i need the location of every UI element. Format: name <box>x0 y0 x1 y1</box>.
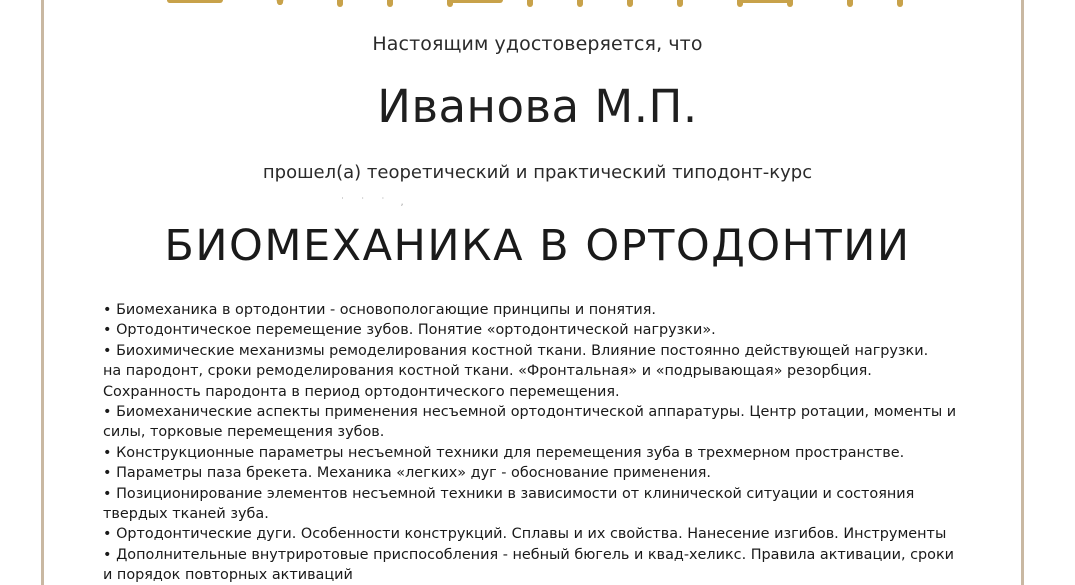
course-topic-line: • Конструкционные параметры несъемной техники для перемещения зуба в трехмерном пространстве. <box>103 444 905 461</box>
course-topic-line: • Позиционирование элементов несъемной техники в зависимости от клинической ситуации и состояния <box>103 485 915 502</box>
course-completion-statement: прошел(а) теоретический и практический типодонт-курс <box>262 162 813 183</box>
course-topic-line: твердых тканей зуба. <box>103 506 269 523</box>
course-topic-item <box>103 320 983 340</box>
course-topic-item <box>103 484 983 525</box>
certificate-heading-remnant <box>150 0 930 8</box>
course-title: БИОМЕХАНИКА В ОРТОДОНТИИ <box>164 221 911 271</box>
course-topic-line: • Ортодонтические дуги. Особенности конструкций. Сплавы и их свойства. Нанесение изгибов. Инструменты <box>103 526 947 543</box>
course-topic-item <box>103 300 983 320</box>
course-topic-item <box>103 402 983 443</box>
course-topic-line: • Параметры паза брекета. Механика «легких» дуг - обоснование применения. <box>103 465 711 482</box>
course-topic-line: • Биохимические механизмы ремоделирования костной ткани. Влияние постоянно действующей нагрузки. <box>103 342 929 359</box>
course-topic-line: • Дополнительные внутриротовые приспособления - небный бюгель и квад-хеликс. Правила активации, сроки <box>103 546 955 563</box>
course-topic-line: • Ортодонтическое перемещение зубов. Понятие «ортодонтической нагрузки». <box>103 322 716 339</box>
course-topic-item <box>103 463 983 483</box>
course-topic-line: и порядок повторных активаций <box>103 567 353 584</box>
certify-statement: Настоящим удостоверяется, что <box>372 33 703 55</box>
recipient-name: Иванова М.П. <box>377 80 698 133</box>
certificate-heading-glyphs <box>170 0 900 4</box>
course-topic-item <box>103 524 983 544</box>
course-topic-line: на пародонт, сроки ремоделирования костной ткани. «Фронтальная» и «подрывающая» резорбция. <box>103 363 872 380</box>
course-topic-line: силы, торковые перемещения зубов. <box>103 424 385 441</box>
course-topic-line: • Биомеханические аспекты применения несъемной ортодонтической аппаратуры. Центр ротации, моменты и <box>103 404 957 421</box>
course-topic-line: • Биомеханика в ортодонтии - основопологающие принципы и понятия. <box>103 302 656 318</box>
course-topic-line: Сохранность пародонта в период ортодонтического перемещения. <box>103 383 620 400</box>
course-topic-item <box>103 545 983 585</box>
course-topic-item <box>103 443 983 463</box>
course-topics-list <box>103 300 983 585</box>
course-topic-item <box>103 341 983 402</box>
scan-artifact: ˙ ˙ ˙ , <box>340 197 410 208</box>
